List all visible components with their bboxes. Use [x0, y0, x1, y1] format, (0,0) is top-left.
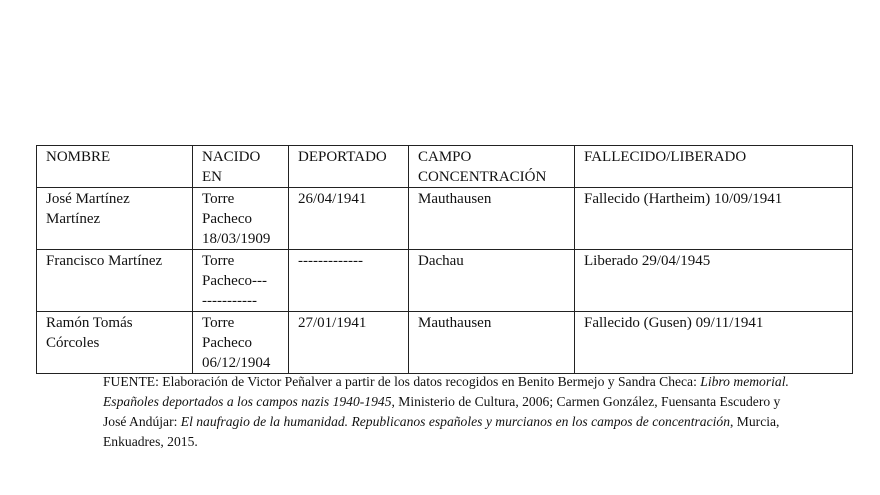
header-deportado: DEPORTADO	[289, 146, 409, 188]
cell-campo: Dachau	[409, 250, 575, 312]
deportees-table	[36, 145, 853, 374]
source-book-title: Libro memorial. Españoles deportados a los campos nazis 1940-1945	[103, 374, 789, 409]
cell-nombre: Ramón Tomás Córcoles	[37, 312, 193, 374]
cell-campo: Mauthausen	[409, 188, 575, 250]
header-nacido-en: NACIDO EN	[193, 146, 289, 188]
deportees-table-container	[36, 145, 852, 374]
source-text: , Ministerio de Cultura, 2006; Carmen González, Fuensanta Escudero y José Andújar:	[103, 394, 781, 429]
cell-fallecido-liberado: Fallecido (Gusen) 09/11/1941	[575, 312, 853, 374]
source-book-title: El naufragio de la humanidad. Republicanos españoles y murcianos en los campos de concentración	[180, 414, 730, 429]
cell-deportado: 26/04/1941	[289, 188, 409, 250]
table-row	[37, 188, 853, 250]
cell-campo: Mauthausen	[409, 312, 575, 374]
source-citation	[103, 372, 793, 452]
source-text: , Murcia, Enkuadres, 2015.	[103, 414, 780, 449]
cell-deportado: 27/01/1941	[289, 312, 409, 374]
source-text: FUENTE: Elaboración de Victor Peñalver a partir de los datos recogidos en Benito Bermejo y Sandra Checa:	[103, 374, 701, 389]
cell-nacido-en: Torre Pacheco--- -----------	[193, 250, 289, 312]
cell-deportado: -------------	[289, 250, 409, 312]
table-row	[37, 250, 853, 312]
header-nombre: NOMBRE	[37, 146, 193, 188]
cell-fallecido-liberado: Fallecido (Hartheim) 10/09/1941	[575, 188, 853, 250]
cell-nombre: Francisco Martínez	[37, 250, 193, 312]
table-row	[37, 312, 853, 374]
header-campo-concentracion: CAMPO CONCENTRACIÓN	[409, 146, 575, 188]
table-header-row	[37, 146, 853, 188]
cell-nacido-en: Torre Pacheco 18/03/1909	[193, 188, 289, 250]
header-fallecido-liberado: FALLECIDO/LIBERADO	[575, 146, 853, 188]
cell-nacido-en: Torre Pacheco 06/12/1904	[193, 312, 289, 374]
cell-nombre: José Martínez Martínez	[37, 188, 193, 250]
cell-fallecido-liberado: Liberado 29/04/1945	[575, 250, 853, 312]
